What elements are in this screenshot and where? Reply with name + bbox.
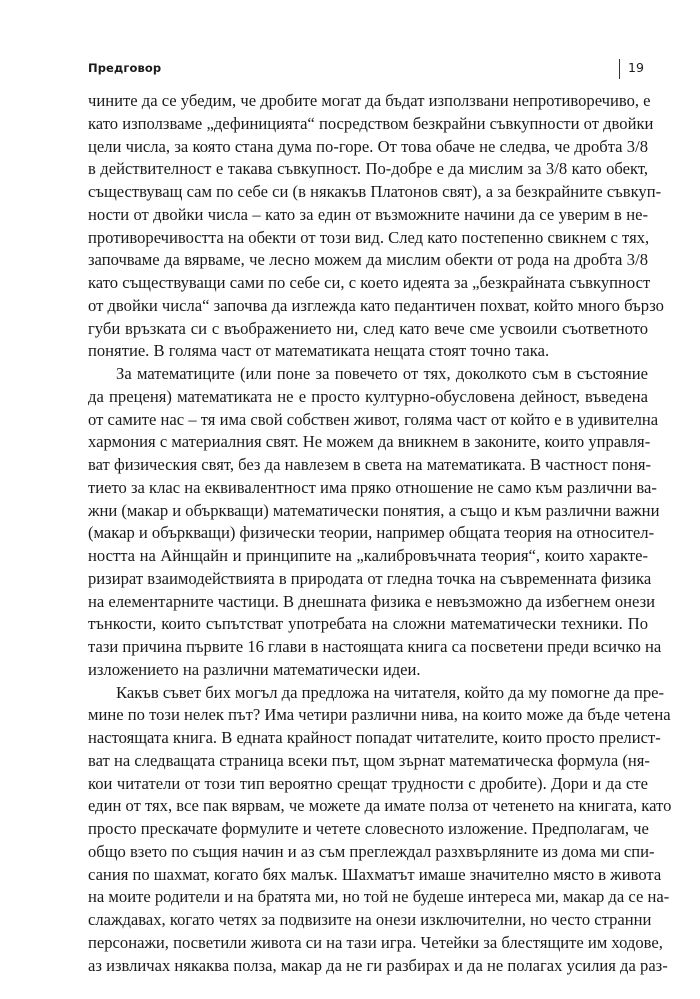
- text-line: цели числа, за която стана дума по-горе. От това обаче не следва, че дробта 3/8: [88, 136, 648, 156]
- text-line: противоречивостта на обекти от този вид. След като постепенно свикнем с тях,: [88, 227, 650, 247]
- text-line: жни (макар и объркващи) математически понятия, а също и към различни важни: [88, 500, 660, 520]
- text-line: настоящата книга. В едната крайност попадат читателите, които просто прелист-: [88, 728, 661, 747]
- running-header: [88, 58, 648, 82]
- text-line: тието за клас на еквивалентност има пряко отношение не само към различни ва-: [88, 477, 657, 497]
- text-line: Какъв съвет бих могъл да предложа на читателя, който да му помогне да пре-: [116, 682, 665, 702]
- text-line: на елементарните частици. В днешната физика е невъзможно да избегнем онези: [88, 591, 656, 611]
- text-line: да преценя) математиката не е просто културно-обусловена дейност, въведена: [88, 386, 648, 406]
- text-line: в действителност е такава съвкупност. По-добре е да мислим за 3/8 като обект,: [88, 159, 648, 179]
- page-number: 19: [628, 60, 644, 75]
- text-line: от самите нас – тя има свой собствен живот, голяма част от който е в удивителна: [88, 409, 659, 429]
- text-line: ват физическия свят, без да навлезем в света на математиката. В частност поня-: [88, 455, 652, 474]
- text-line: (макар и объркващи) физически теории, например общата теория на относител-: [88, 523, 655, 543]
- text-line: един от тях, все пак вярвам, че можете да имате полза от четенето на книгата, като: [88, 796, 672, 816]
- text-line: кои читатели от този тип вероятно срещат трудности с дробите). Дори и да сте: [88, 773, 648, 793]
- text-line: понятие. В голяма част от математиката нещата стоят точно така.: [88, 341, 550, 361]
- text-line: сания по шахмат, когато бях малък. Шахматът имаше значително място в живота: [88, 864, 662, 884]
- text-line: слаждавах, когато четях за подвизите на онези изключителни, но често странни: [88, 910, 652, 929]
- text-line: на моите родители и на братята ми, но той не будеше интереса ми, макар да се на-: [88, 887, 670, 907]
- text-line: ват на следващата страница всеки път, щом зърнат математическа формула (ня-: [88, 750, 650, 770]
- paragraph: [88, 363, 662, 682]
- text-line: хармония с материалния свят. Не можем да вникнем в законите, които управля-: [88, 432, 651, 452]
- text-line: тази причина първите 16 глави в настоящата книга са посветени преди всичко на: [88, 637, 662, 656]
- text-line: изложението на различни математически идеи.: [88, 659, 421, 679]
- text-line: съществуващ сам по себе си (в някакъв Платонов свят), а за безкрайните съвкуп-: [88, 182, 662, 201]
- text-line: като съществуващи сами по себе си, с което идеята за „безкрайната съвкупност: [88, 273, 651, 292]
- text-line: аз извличах някаква полза, макар да не ги разбирах и да не полагах усилия да раз-: [88, 955, 668, 975]
- text-line: губи връзката си с въображението ни, след като вече сме усвоили съответното: [88, 318, 648, 338]
- paragraph: [88, 682, 672, 978]
- text-line: като използваме „дефиницията“ посредством безкрайни съвкупности от двойки: [88, 113, 654, 133]
- text-line: За математиците (или поне за повечето от тях, доколкото съм в състояние: [116, 364, 648, 383]
- text-line: от двойки числа“ започва да изглежда като педантичен похват, който много бързо: [88, 295, 664, 315]
- text-line: ризират взаимодействията в природата от гледна точка на съвременната физика: [88, 568, 652, 588]
- section-title: Предговор: [88, 61, 162, 75]
- text-line: мине по този нелек път? Има четири различни нива, на които може да бъде четена: [88, 705, 671, 725]
- paragraph: [88, 90, 664, 363]
- body-text: [88, 90, 672, 977]
- text-line: просто прескачате формулите и четете словесното изложение. Предполагам, че: [88, 819, 649, 838]
- text-line: общо взето по същия начин и аз съм преглеждал разхвърляните из дома ми спи-: [88, 841, 655, 861]
- text-line: започваме да вярваме, че лесно можем да мислим обекти от рода на дробта 3/8: [88, 250, 648, 270]
- text-line: ността на Айнщайн и принципите на „калибровъчната теория“, които характе-: [88, 546, 648, 565]
- text-line: персонажи, посветили живота си на тази игра. Четейки за блестящите им ходове,: [88, 932, 663, 952]
- text-line: чините да се убедим, че дробите могат да бъдат използвани непротиворечиво, е: [88, 91, 651, 110]
- header-divider: [619, 59, 620, 79]
- text-line: ности от двойки числа – като за един от възможните начини да се уверим в не-: [88, 204, 648, 224]
- text-line: тънкости, които съпътстват употребата на сложни математически техники. По: [88, 614, 648, 634]
